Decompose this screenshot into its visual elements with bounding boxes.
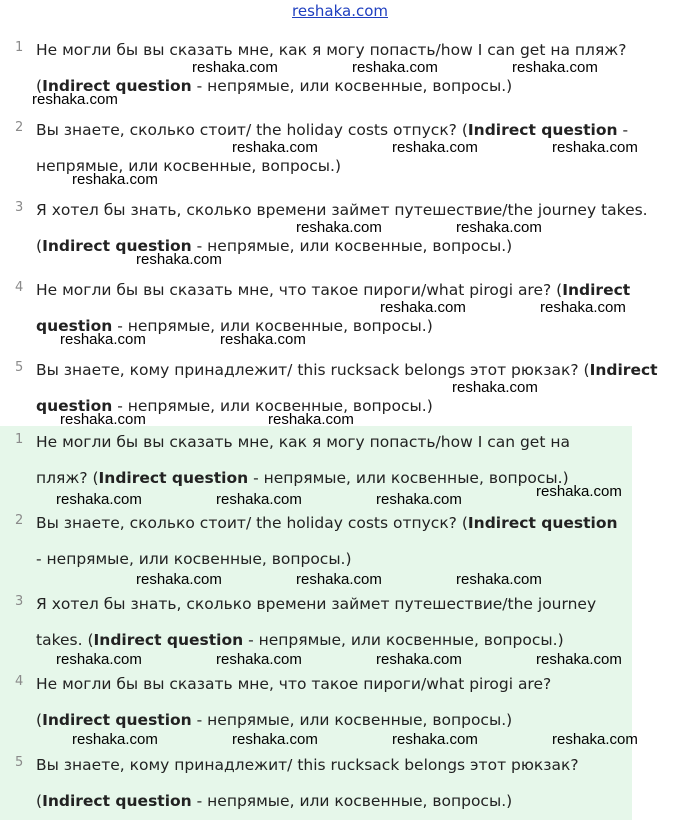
line-text: ( bbox=[36, 792, 43, 810]
watermark-text: reshaka.com bbox=[216, 651, 302, 668]
line-text: Не могли бы вы сказать мне, что такое пироги/what pirogi are? bbox=[36, 675, 552, 693]
watermark-text: reshaka.com bbox=[72, 171, 158, 188]
watermark-text: reshaka.com bbox=[268, 411, 354, 428]
item-number: 1 bbox=[15, 40, 24, 55]
line-text: Не могли бы вы сказать мне, как я могу попасть/how I can get на bbox=[36, 433, 570, 451]
watermark-text: reshaka.com bbox=[60, 411, 146, 428]
keyword-bold: Indirect question bbox=[467, 514, 618, 532]
watermark-text: reshaka.com bbox=[136, 571, 222, 588]
keyword-bold: Indirect question bbox=[42, 711, 192, 729]
watermark-text: reshaka.com bbox=[376, 651, 462, 668]
watermark-text: reshaka.com bbox=[296, 571, 382, 588]
watermark-text: reshaka.com bbox=[536, 651, 622, 668]
watermark-text: reshaka.com bbox=[192, 59, 278, 76]
watermark-text: reshaka.com bbox=[376, 491, 462, 508]
line-text-tail: - непрямые, или косвенные, вопросы.) bbox=[191, 237, 513, 255]
watermark-text: reshaka.com bbox=[32, 91, 118, 108]
watermark-text: reshaka.com bbox=[56, 651, 142, 668]
watermark-text: reshaka.com bbox=[60, 331, 146, 348]
line-text: Я хотел бы знать, сколько времени займет путешествие/the journey bbox=[36, 595, 597, 613]
line-text: ( bbox=[36, 237, 43, 255]
keyword-bold: Indirect question bbox=[98, 469, 249, 487]
watermark-text: reshaka.com bbox=[296, 219, 382, 236]
watermark-text: reshaka.com bbox=[72, 731, 158, 748]
keyword-bold: question bbox=[36, 397, 113, 415]
watermark-text: reshaka.com bbox=[540, 299, 626, 316]
keyword-bold: Indirect question bbox=[93, 631, 244, 649]
line-text: Вы знаете, кому принадлежит/ this rucksack belongs этот рюкзак? bbox=[36, 756, 579, 774]
watermark-text: reshaka.com bbox=[392, 731, 478, 748]
answer-line bbox=[36, 748, 579, 783]
line-text: ( bbox=[36, 77, 43, 95]
line-text: Не могли бы вы сказать мне, что такое пироги/what pirogi are? ( bbox=[36, 281, 563, 299]
site-header-link[interactable]: reshaka.com bbox=[292, 2, 388, 20]
line-text: Вы знаете, сколько стоит/ the holiday costs отпуск? ( bbox=[36, 514, 468, 532]
line-text-tail: - bbox=[617, 121, 629, 139]
line-text: takes. ( bbox=[36, 631, 94, 649]
keyword-bold: Indirect bbox=[589, 361, 658, 379]
watermark-text: reshaka.com bbox=[216, 491, 302, 508]
answer-line bbox=[36, 587, 596, 622]
watermark-text: reshaka.com bbox=[392, 139, 478, 156]
line-text: - непрямые, или косвенные, вопросы.) bbox=[36, 550, 352, 568]
item-number: 1 bbox=[15, 432, 24, 447]
line-text-tail: - непрямые, или косвенные, вопросы.) bbox=[248, 469, 569, 487]
watermark-text: reshaka.com bbox=[452, 379, 538, 396]
watermark-text: reshaka.com bbox=[232, 139, 318, 156]
line-text-tail: - непрямые, или косвенные, вопросы.) bbox=[191, 711, 513, 729]
watermark-text: reshaka.com bbox=[56, 491, 142, 508]
watermark-text: reshaka.com bbox=[456, 219, 542, 236]
answer-line bbox=[36, 667, 551, 702]
line-text-tail: - непрямые, или косвенные, вопросы.) bbox=[191, 792, 513, 810]
line-text: Вы знаете, кому принадлежит/ this rucksack belongs этот рюкзак? ( bbox=[36, 361, 590, 379]
item-number: 4 bbox=[15, 280, 24, 295]
answer-line bbox=[36, 229, 512, 264]
answer-line bbox=[36, 506, 618, 541]
line-text: Не могли бы вы сказать мне, как я могу попасть/how I can get на пляж? bbox=[36, 41, 627, 59]
item-number: 5 bbox=[15, 755, 24, 770]
line-text: непрямые, или косвенные, вопросы.) bbox=[36, 157, 342, 175]
watermark-text: reshaka.com bbox=[552, 731, 638, 748]
watermark-text: reshaka.com bbox=[456, 571, 542, 588]
answer-line bbox=[36, 784, 512, 819]
keyword-bold: Indirect question bbox=[42, 237, 192, 255]
watermark-text: reshaka.com bbox=[220, 331, 306, 348]
watermark-text: reshaka.com bbox=[232, 731, 318, 748]
watermark-text: reshaka.com bbox=[512, 59, 598, 76]
watermark-text: reshaka.com bbox=[380, 299, 466, 316]
item-number: 5 bbox=[15, 360, 24, 375]
item-number: 3 bbox=[15, 200, 24, 215]
item-number: 2 bbox=[15, 513, 24, 528]
item-number: 4 bbox=[15, 674, 24, 689]
watermark-text: reshaka.com bbox=[536, 483, 622, 500]
line-text-tail: - непрямые, или косвенные, вопросы.) bbox=[191, 77, 513, 95]
watermark-text: reshaka.com bbox=[552, 139, 638, 156]
keyword-bold: question bbox=[36, 317, 113, 335]
line-text-tail: - непрямые, или косвенные, вопросы.) bbox=[112, 397, 433, 415]
keyword-bold: Indirect question bbox=[467, 121, 618, 139]
answer-line bbox=[36, 425, 570, 460]
line-text: пляж? ( bbox=[36, 469, 99, 487]
keyword-bold: Indirect question bbox=[42, 77, 192, 95]
keyword-bold: Indirect question bbox=[42, 792, 192, 810]
line-text-tail: - непрямые, или косвенные, вопросы.) bbox=[243, 631, 564, 649]
watermark-text: reshaka.com bbox=[136, 251, 222, 268]
item-number: 2 bbox=[15, 120, 24, 135]
answer-line bbox=[36, 113, 628, 148]
line-text: Вы знаете, сколько стоит/ the holiday costs отпуск? ( bbox=[36, 121, 468, 139]
answer-line bbox=[36, 353, 658, 388]
line-text: Я хотел бы знать, сколько времени займет путешествие/the journey takes. bbox=[36, 201, 648, 219]
line-text: ( bbox=[36, 711, 43, 729]
line-text-tail: - непрямые, или косвенные, вопросы.) bbox=[112, 317, 433, 335]
keyword-bold: Indirect bbox=[562, 281, 631, 299]
watermark-text: reshaka.com bbox=[352, 59, 438, 76]
item-number: 3 bbox=[15, 594, 24, 609]
